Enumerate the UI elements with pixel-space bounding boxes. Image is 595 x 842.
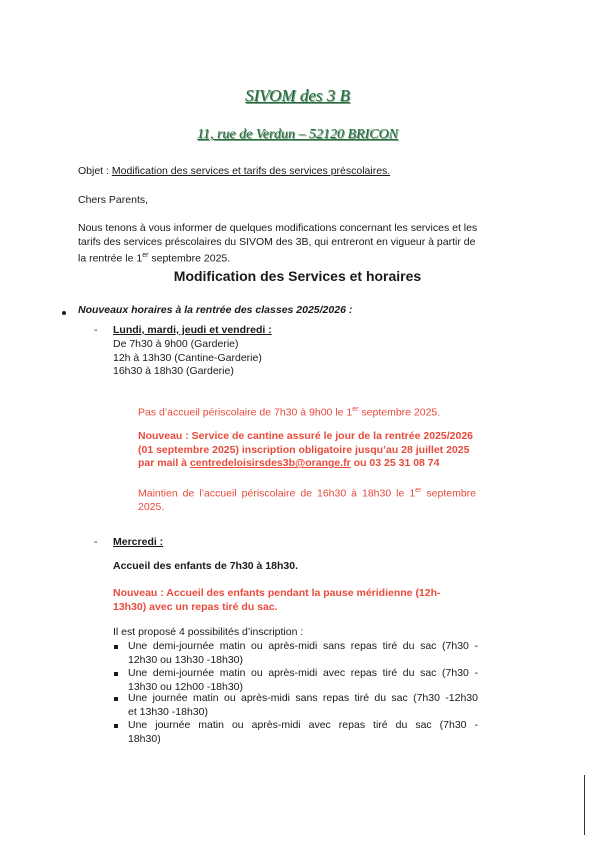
page-title: SIVOM des 3 B xyxy=(245,86,350,105)
intro-line: la rentrée le 1er septembre 2025. xyxy=(78,252,231,265)
bullet-icon xyxy=(62,311,66,315)
notice-line: 2025. xyxy=(138,501,165,513)
main-bullet-text: Nouveaux horaires à la rentrée des classes 2025/2026 : xyxy=(78,304,353,316)
address-line: 11, rue de Verdun – 52120 BRICON xyxy=(196,127,399,142)
schedule-line: 16h30 à 18h30 (Garderie) xyxy=(113,365,234,377)
intro-line: Nous tenons à vous informer de quelques modifications concernant les services et les xyxy=(78,222,478,234)
wednesday-heading: Mercredi : xyxy=(113,536,164,548)
scan-edge-line xyxy=(584,775,585,835)
option-item: Une journée matin ou après-midi avec repas tiré du sac (7h30 - 18h30) xyxy=(128,719,478,745)
square-bullet-icon xyxy=(114,645,118,649)
notice-line: Maintien de l’accueil périscolaire de 16h30 à 18h30 le 1er septembre xyxy=(138,487,476,500)
object-line xyxy=(78,165,390,179)
intro-line: tarifs des services préscolaires du SIVOM des 3B, qui entreront en vigueur à partir de xyxy=(78,235,476,248)
option-item: Une demi-journée matin ou après-midi sans repas tiré du sac (7h30 - 12h30 ou 13h30 -18h30) xyxy=(128,640,478,666)
options-intro: Il est proposé 4 possibilités d’inscription : xyxy=(113,626,304,638)
square-bullet-icon xyxy=(114,697,118,701)
notice-line: Nouveau : Accueil des enfants pendant la pause méridienne (12h- xyxy=(113,587,441,599)
square-bullet-icon xyxy=(114,724,118,728)
square-bullet-icon xyxy=(114,672,118,676)
option-item: Une journée matin ou après-midi sans repas tiré du sac (7h30 -12h30 et 13h30 -18h30) xyxy=(128,692,478,718)
maintain-notice xyxy=(138,484,476,515)
weekdays-heading: Lundi, mardi, jeudi et vendredi : xyxy=(113,324,272,336)
schedule-line: 12h à 13h30 (Cantine-Garderie) xyxy=(113,351,262,364)
weekday-schedule xyxy=(113,338,262,379)
dash-marker: - xyxy=(94,324,98,336)
canteen-new-notice xyxy=(138,430,476,471)
intro-paragraph xyxy=(78,222,510,266)
greeting: Chers Parents, xyxy=(78,194,149,206)
no-care-notice: Pas d’accueil périscolaire de 7h30 à 9h00 le 1er septembre 2025. xyxy=(138,406,441,419)
email-link[interactable]: centredeloisirsdes3b@orange.fr xyxy=(189,457,351,469)
notice-line: par mail à centredeloisirsdes3b@orange.fr ou 03 25 31 08 74 xyxy=(138,457,440,469)
wednesday-new-notice xyxy=(113,587,477,614)
object-text: Modification des services et tarifs des services préscolaires. xyxy=(111,165,391,177)
section-title: Modification des Services et horaires xyxy=(173,268,422,284)
notice-line: (01 septembre 2025) inscription obligatoire jusqu’au 28 juillet 2025 xyxy=(138,443,470,456)
dash-marker: - xyxy=(94,536,98,548)
notice-line: Nouveau : Service de cantine assuré le jour de la rentrée 2025/2026 xyxy=(138,430,474,442)
notice-line: 13h30) avec un repas tiré du sac. xyxy=(113,600,278,613)
schedule-line: De 7h30 à 9h00 (Garderie) xyxy=(113,338,239,350)
object-label: Objet : xyxy=(78,165,112,177)
option-item: Une demi-journée matin ou après-midi avec repas tiré du sac (7h30 - 13h30 ou 12h00 -18h30) xyxy=(128,667,478,693)
wednesday-welcome: Accueil des enfants de 7h30 à 18h30. xyxy=(113,560,299,572)
